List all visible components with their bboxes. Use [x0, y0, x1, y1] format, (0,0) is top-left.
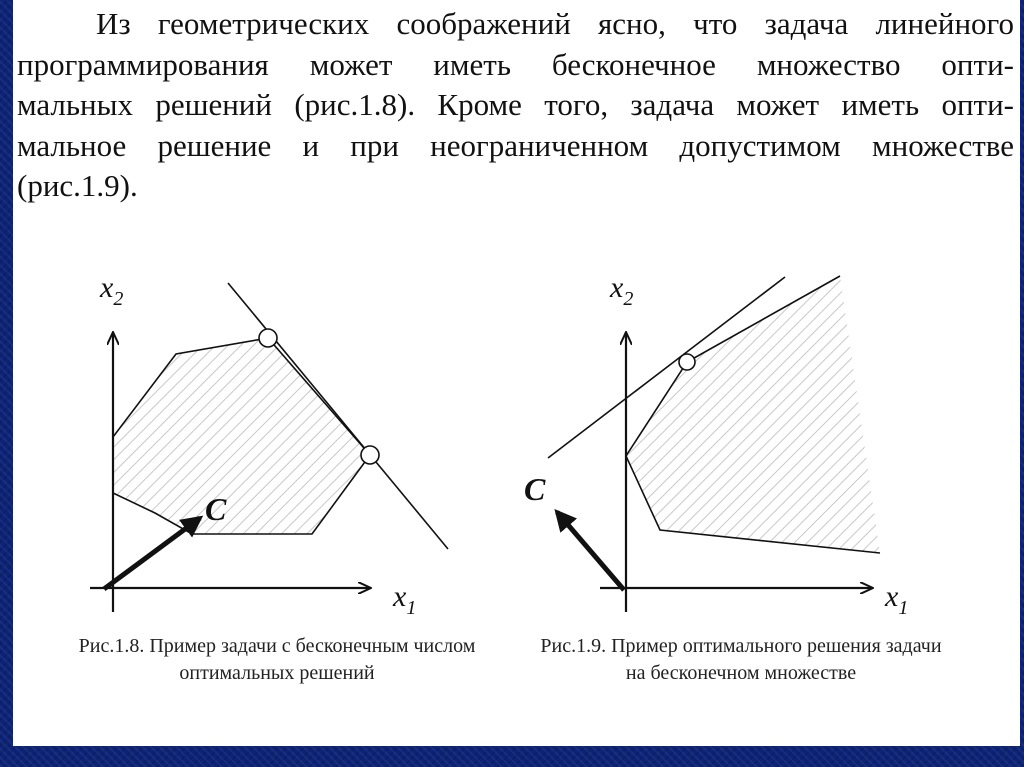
x-axis-label: $x_1$: [393, 580, 417, 619]
optimal-point: [679, 354, 695, 370]
gradient-vector: [557, 512, 624, 590]
slide: [13, 0, 1020, 746]
optimal-point: [259, 329, 277, 347]
intro-line: Из геометрических соображений ясно, что задача линейного: [96, 6, 1014, 41]
feasible-region: [626, 276, 880, 553]
y-axis-label: $x_2$: [610, 271, 634, 310]
optimal-point: [361, 446, 379, 464]
intro-line: (рис.1.9).: [17, 168, 138, 203]
vector-label: C: [205, 491, 227, 527]
intro-line: программирования может иметь бесконечное множество опти-: [17, 46, 1014, 82]
figure-2-caption: Рис.1.9. Пример оптимального решения задачи на бесконечном множестве: [540, 635, 942, 684]
figure-1: [90, 271, 448, 619]
x-axis-label: $x_1$: [885, 580, 909, 619]
intro-line: мальных решений (рис.1.8). Кроме того, задача может иметь опти-: [17, 87, 1014, 122]
figure-1-caption: Рис.1.8. Пример задачи с бесконечным числом оптимальных решений: [78, 635, 476, 684]
figure-2: [524, 271, 908, 619]
y-axis-label: $x_2$: [100, 271, 124, 310]
feasible-region: [113, 338, 370, 534]
intro-line: мальное решение и при неограниченном допустимом множестве: [17, 127, 1014, 163]
vector-label: C: [524, 471, 546, 507]
gradient-vector: [104, 518, 200, 589]
